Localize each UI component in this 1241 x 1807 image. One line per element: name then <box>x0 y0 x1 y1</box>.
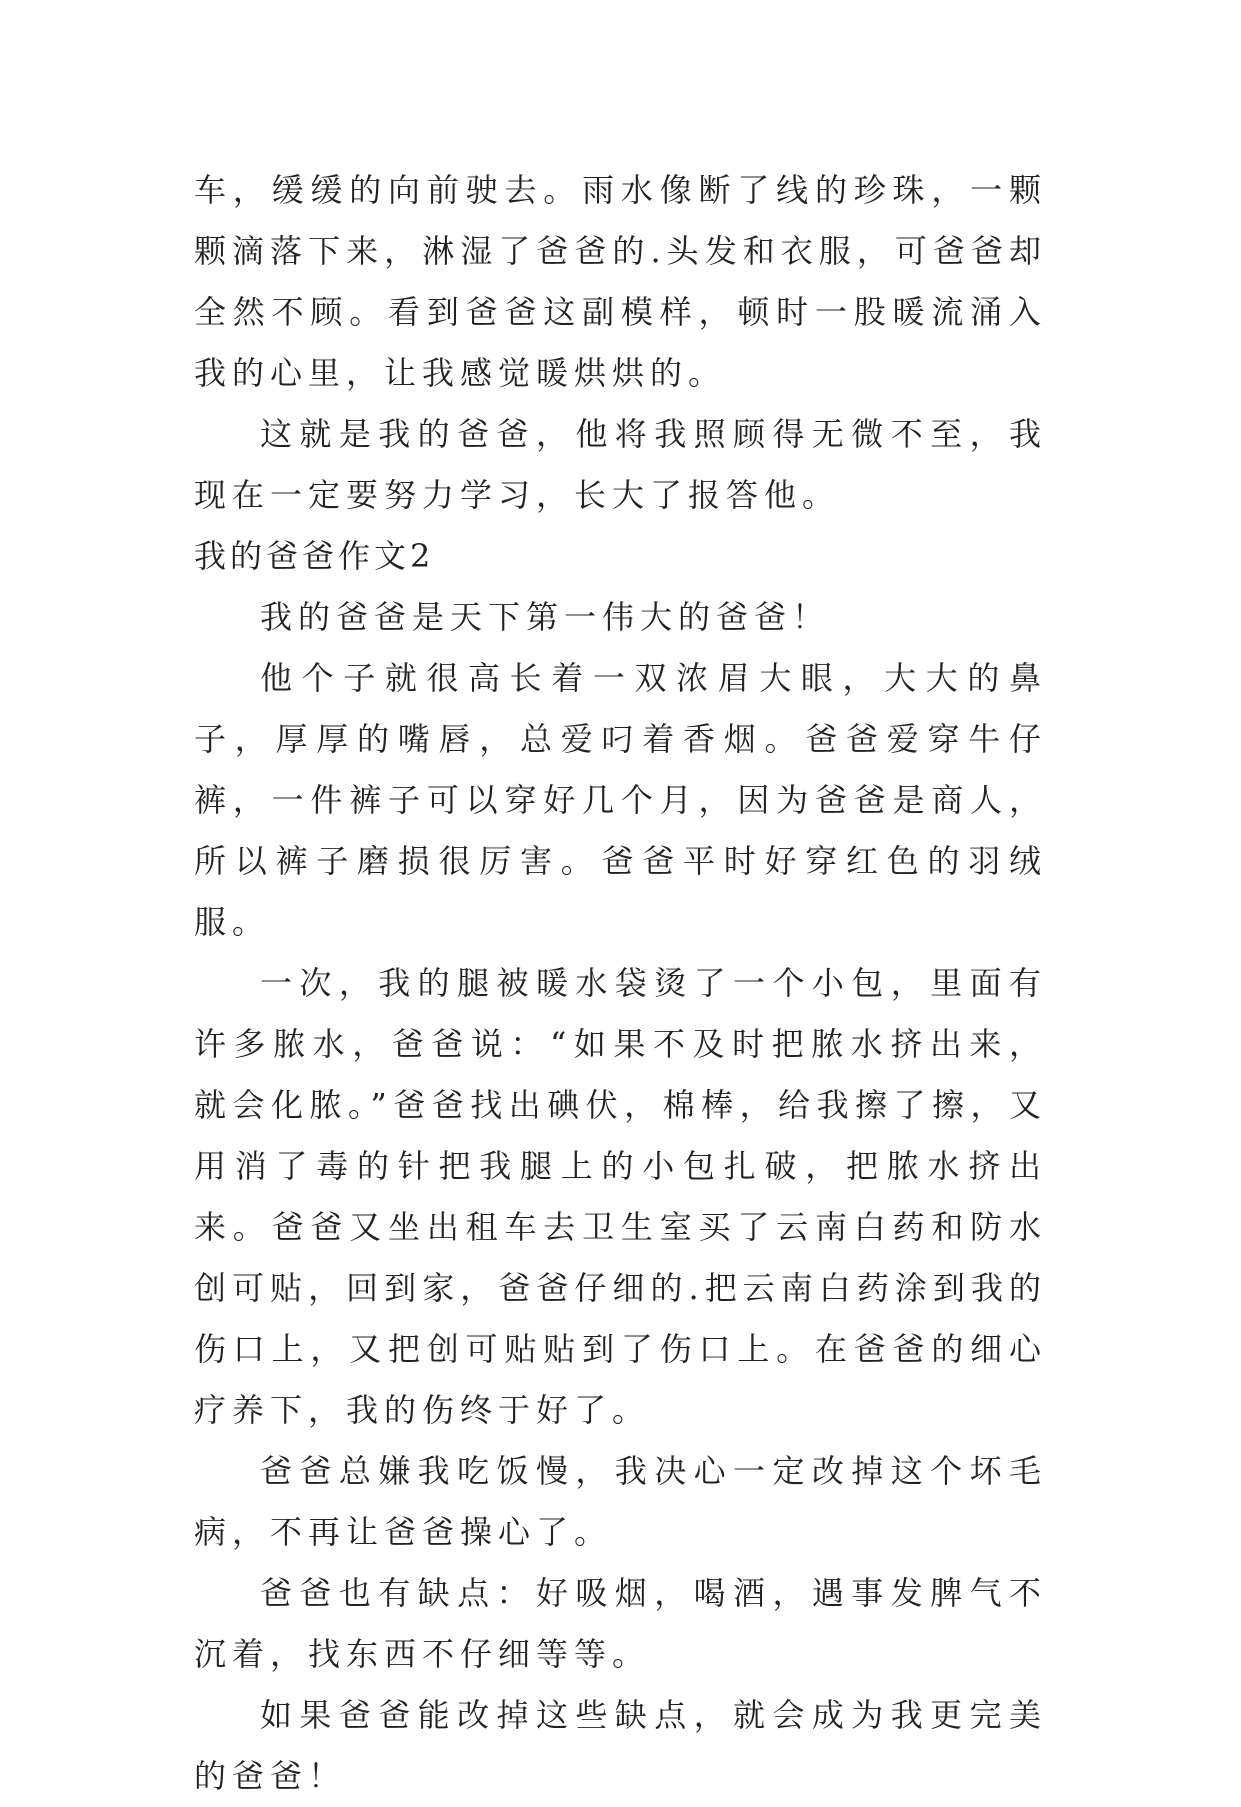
paragraph-conclusion: 这就是我的爸爸，他将我照顾得无微不至，我现在一定要努力学习，长大了报答他。 <box>194 415 1047 514</box>
paragraph-appearance: 他个子就很高长着一双浓眉大眼，大大的鼻子，厚厚的嘴唇，总爱叼着香烟。爸爸爱穿牛仔裤，一件裤子可以穿好几个月，因为爸爸是商人，所以裤子磨损很厉害。爸爸平时好穿红色的羽绒服。 <box>194 659 1047 941</box>
paragraph-continued: 车，缓缓的向前驶去。雨水像断了线的珍珠，一颗颗滴落下来，淋湿了爸爸的.头发和衣服，可爸爸却全然不顾。看到爸爸这副模样，顿时一股暖流涌入我的心里，让我感觉暖烘烘的。 <box>194 171 1047 392</box>
paragraph-ending: 如果爸爸能改掉这些缺点，就会成为我更完美的爸爸！ <box>194 1696 1047 1795</box>
paragraph-intro: 我的爸爸是天下第一伟大的爸爸！ <box>260 598 831 636</box>
paragraph-story: 一次，我的腿被暖水袋烫了一个小包，里面有许多脓水，爸爸说：“如果不及时把脓水挤出来，就会化脓。”爸爸找出碘伏，棉棒，给我擦了擦，又用消了毒的针把我腿上的小包扎破，把脓水挤出来。爸爸又坐出租车去卫生室买了云南白药和防水创可贴，回到家，爸爸仔细的.把云南白药涂到我的伤口上，又把创可贴贴到了伤口上。在爸爸的细心疗养下，我的伤终于好了。 <box>194 964 1047 1429</box>
document-body <box>194 160 1047 1807</box>
paragraph-shortcomings: 爸爸也有缺点：好吸烟，喝酒，遇事发脾气不沉着，找东西不仔细等等。 <box>194 1574 1047 1673</box>
section-title: 我的爸爸作文2 <box>194 537 435 575</box>
paragraph-resolution: 爸爸总嫌我吃饭慢，我决心一定改掉这个坏毛病，不再让爸爸操心了。 <box>194 1452 1047 1551</box>
